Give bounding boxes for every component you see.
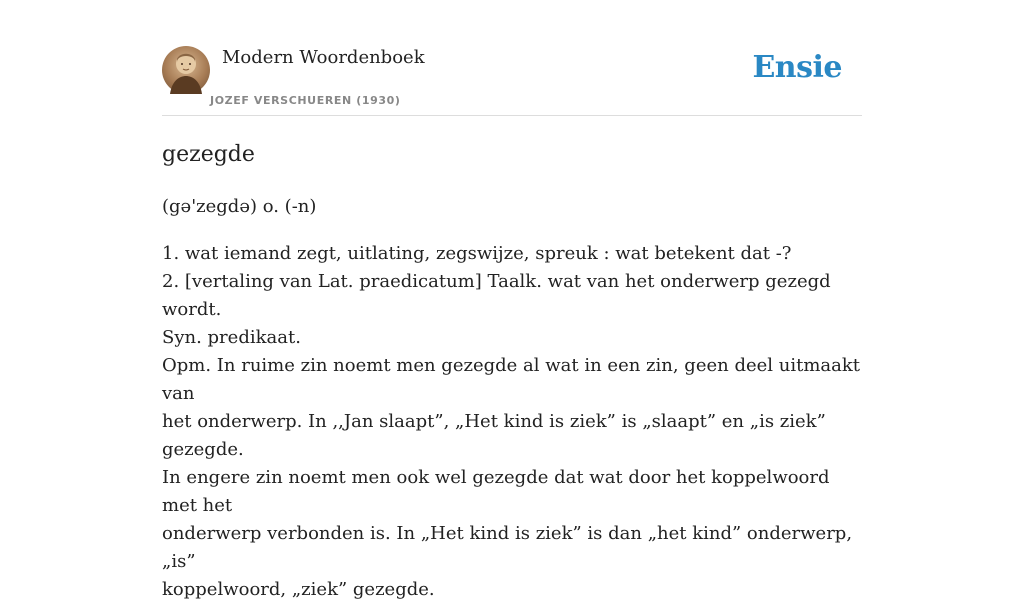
definitions: [162, 240, 862, 352]
book-title[interactable]: Modern Woordenboek: [222, 47, 425, 68]
page: [162, 0, 862, 600]
pronunciation: (gə'zegdə) o. (-n): [162, 196, 317, 217]
note-line: In engere zin noemt men ook wel gezegde dat wat door het koppelwoord met het: [162, 467, 830, 516]
usage-note: [162, 352, 862, 604]
author-name[interactable]: JOZEF VERSCHUEREN (1930): [210, 94, 401, 107]
author-avatar[interactable]: [162, 46, 210, 94]
definition-line: 1. wat iemand zegt, uitlating, zegswijze, spreuk : wat betekent dat -?: [162, 243, 792, 264]
definition-line: Syn. predikaat.: [162, 327, 301, 348]
ensie-logo[interactable]: Ensie: [752, 50, 842, 85]
note-line: koppelwoord, „ziek” gezegde.: [162, 579, 435, 600]
note-line: het onderwerp. In ,,Jan slaapt”, „Het kind is ziek” is „slaapt” en „is ziek” gezegde.: [162, 411, 826, 460]
definition-line: 2. [vertaling van Lat. praedicatum] Taalk. wat van het onderwerp gezegd wordt.: [162, 271, 831, 320]
headword: gezegde: [162, 142, 255, 167]
author-portrait-icon: [162, 46, 210, 94]
note-line: Opm. In ruime zin noemt men gezegde al wat in een zin, geen deel uitmaakt van: [162, 355, 861, 404]
header: [162, 46, 862, 116]
note-line: onderwerp verbonden is. In „Het kind is ziek” is dan „het kind” onderwerp, „is”: [162, 523, 853, 572]
